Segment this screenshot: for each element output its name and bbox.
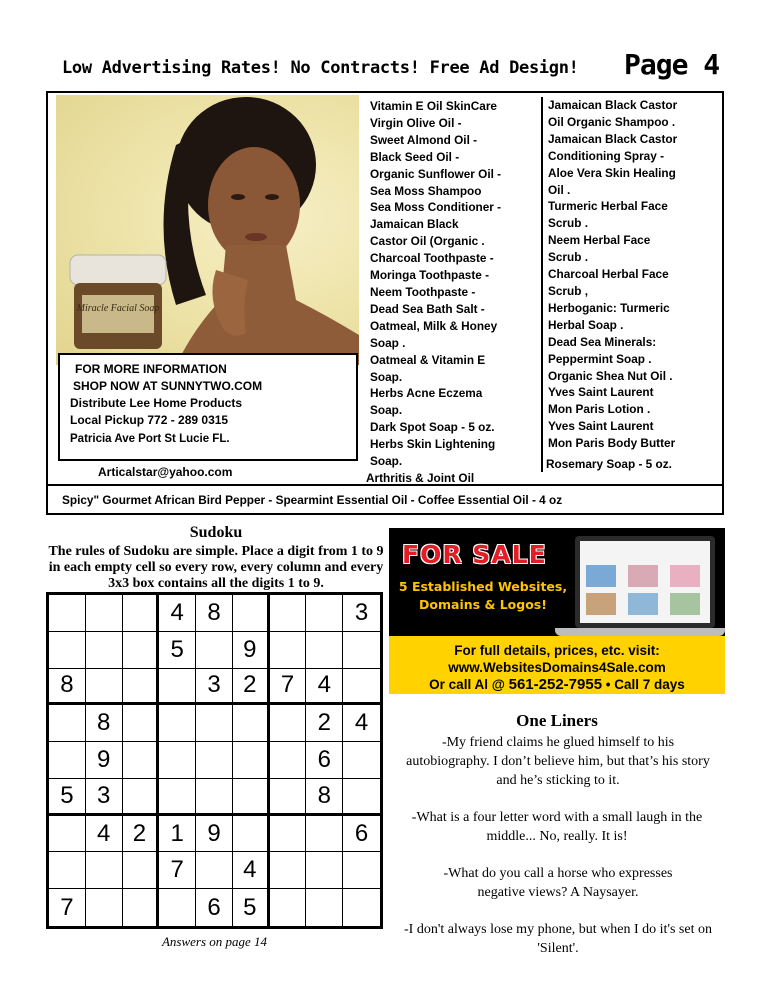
one-liner: -What is a four letter word with a small laugh in the middle... No, really. It is! [411, 810, 703, 844]
info-line: Patricia Ave Port St Lucie FL. [70, 433, 230, 445]
sudoku-cell[interactable] [270, 632, 307, 669]
for-sale-subtitle-line: Domains & Logos! [419, 597, 547, 612]
sudoku-cell[interactable] [270, 779, 307, 816]
sudoku-cell[interactable] [233, 742, 270, 779]
for-sale-subtitle [397, 578, 569, 614]
product-item: Herbal Soap . [548, 317, 624, 332]
sudoku-cell[interactable] [306, 632, 343, 669]
sudoku-cell[interactable] [270, 852, 307, 889]
sudoku-cell[interactable]: 3 [196, 669, 233, 706]
sudoku-cell[interactable]: 2 [306, 705, 343, 742]
product-item: Organic Shea Nut Oil . [548, 368, 673, 383]
sudoku-cell[interactable]: 7 [159, 852, 196, 889]
sudoku-cell[interactable] [49, 816, 86, 853]
sudoku-cell[interactable] [306, 595, 343, 632]
product-item: Neem Toothpaste - [370, 284, 476, 299]
sudoku-cell[interactable] [196, 632, 233, 669]
product-item: Conditioning Spray - [548, 148, 664, 163]
for-sale-subtitle-line: 5 Established Websites, [398, 579, 568, 594]
product-item: Arthritis & Joint Oil [366, 471, 475, 485]
sudoku-cell[interactable]: 2 [233, 669, 270, 706]
sudoku-rules: The rules of Sudoku are simple. Place a digit from 1 to 9 in each empty cell so every row, every column and every 3x3 box contains all the digits 1 to 9. [48, 544, 384, 591]
column-divider [541, 97, 543, 472]
sudoku-cell[interactable] [196, 779, 233, 816]
sudoku-cell[interactable]: 8 [49, 669, 86, 706]
product-item: Black Seed Oil - [370, 149, 460, 164]
sudoku-cell[interactable] [196, 852, 233, 889]
sudoku-cell[interactable] [49, 852, 86, 889]
product-item: Sweet Almond Oil - [370, 132, 478, 147]
for-sale-website-link[interactable]: www.WebsitesDomains4Sale.com [448, 660, 666, 675]
sudoku-cell[interactable] [123, 632, 160, 669]
product-item: Mon Paris Body Butter [548, 436, 676, 451]
sudoku-cell[interactable]: 4 [159, 595, 196, 632]
for-sale-details [389, 642, 725, 693]
product-item: Jamaican Black Castor [548, 131, 678, 146]
sudoku-cell[interactable] [49, 742, 86, 779]
product-item: Organic Sunflower Oil - [370, 166, 502, 181]
sudoku-cell[interactable]: 8 [306, 779, 343, 816]
sudoku-cell[interactable] [306, 816, 343, 853]
sudoku-cell[interactable]: 6 [343, 816, 380, 853]
sudoku-cell[interactable] [159, 705, 196, 742]
sudoku-cell[interactable] [49, 595, 86, 632]
sudoku-cell[interactable] [233, 816, 270, 853]
sudoku-cell[interactable] [196, 742, 233, 779]
sudoku-cell[interactable] [123, 852, 160, 889]
info-line: Local Pickup 772 - 289 0315 [70, 413, 229, 427]
sudoku-cell[interactable]: 4 [233, 852, 270, 889]
header-tagline: Low Advertising Rates! No Contracts! Free Ad Design! [62, 58, 579, 78]
for-sale-line: For full details, prices, etc. visit: [454, 643, 660, 658]
sudoku-cell[interactable] [343, 889, 380, 926]
sudoku-cell[interactable] [159, 779, 196, 816]
sudoku-cell[interactable] [49, 705, 86, 742]
website-thumbnail [670, 565, 700, 587]
product-item: Scrub . [548, 216, 588, 231]
sudoku-cell[interactable] [123, 889, 160, 926]
sudoku-cell[interactable] [123, 595, 160, 632]
sudoku-cell[interactable] [233, 779, 270, 816]
sudoku-cell[interactable]: 3 [86, 779, 123, 816]
sudoku-cell[interactable] [86, 669, 123, 706]
info-line: Distribute Lee Home Products [70, 396, 243, 410]
sudoku-cell[interactable] [233, 595, 270, 632]
sudoku-cell[interactable] [270, 889, 307, 926]
info-line: FOR MORE INFORMATION [75, 362, 227, 376]
sudoku-cell[interactable]: 5 [49, 779, 86, 816]
for-sale-phone[interactable]: 561-252-7955 [508, 676, 603, 693]
sudoku-cell[interactable] [270, 705, 307, 742]
product-item: Soap. [370, 454, 403, 469]
website-thumbnail [628, 565, 658, 587]
sudoku-cell[interactable]: 4 [306, 669, 343, 706]
product-item: Herbs Acne Eczema [370, 386, 483, 401]
sudoku-cell[interactable]: 9 [86, 742, 123, 779]
for-sale-contact-suffix: • Call 7 days [602, 677, 685, 692]
product-item: Jamaican Black [370, 217, 459, 232]
sudoku-cell[interactable]: 9 [196, 816, 233, 853]
one-liner: -I don't always lose my phone, but when I do it's set on 'Silent'. [404, 922, 712, 956]
sudoku-cell[interactable] [306, 852, 343, 889]
sudoku-cell[interactable] [343, 779, 380, 816]
product-item: Yves Saint Laurent [548, 419, 654, 434]
info-box [58, 353, 358, 461]
one-liner: -What do you call a horse who expresses negative views? A Naysayer. [443, 866, 673, 900]
sudoku-cell[interactable] [270, 595, 307, 632]
product-item: Neem Herbal Face [548, 233, 651, 248]
product-item: Dark Spot Soap - 5 oz. [370, 420, 495, 435]
product-item: Herbs Skin Lightening [370, 437, 496, 452]
sudoku-cell[interactable] [86, 632, 123, 669]
product-item: Virgin Olive Oil - [370, 115, 462, 130]
sudoku-cell[interactable] [343, 852, 380, 889]
product-item: Mon Paris Lotion . [548, 402, 651, 417]
product-item: Castor Oil (Organic . [370, 234, 485, 249]
sudoku-cell[interactable]: 4 [86, 816, 123, 853]
sudoku-cell[interactable]: 8 [196, 595, 233, 632]
sudoku-cell[interactable] [159, 742, 196, 779]
website-thumbnail [670, 593, 700, 615]
product-list-1 [370, 98, 538, 470]
product-item: Dead Sea Bath Salt - [370, 301, 485, 316]
sudoku-cell[interactable]: 8 [86, 705, 123, 742]
product-item: Yves Saint Laurent [548, 385, 654, 400]
model-illustration [56, 95, 359, 365]
sudoku-cell[interactable] [343, 742, 380, 779]
sudoku-cell[interactable] [343, 632, 380, 669]
contact-email[interactable]: Articalstar@yahoo.com [98, 465, 233, 479]
product-item: Soap . [370, 335, 406, 350]
sudoku-cell[interactable]: 6 [196, 889, 233, 926]
product-item: Scrub . [548, 250, 588, 265]
for-sale-contact [389, 676, 725, 693]
sudoku-cell[interactable]: 2 [123, 816, 160, 853]
product-strip: Spicy" Gourmet African Bird Pepper - Spearmint Essential Oil - Coffee Essential Oil - 4 oz [46, 486, 724, 515]
sudoku-cell[interactable] [86, 852, 123, 889]
info-line: SHOP NOW AT SUNNYTWO.COM [73, 379, 263, 393]
product-item: Oatmeal & Vitamin E [370, 352, 486, 367]
for-sale-contact-prefix: Or call Al @ [429, 677, 509, 692]
product-item: Jamaican Black Castor [548, 98, 678, 112]
product-item: Herboganic: Turmeric [548, 300, 670, 315]
product-item: Scrub , [548, 283, 588, 298]
sudoku-grid [46, 592, 383, 929]
product-item: Oil . [548, 182, 571, 197]
sudoku-cell[interactable] [196, 705, 233, 742]
sudoku-cell[interactable] [123, 669, 160, 706]
sudoku-footer: Answers on page 14 [161, 934, 268, 949]
sudoku-cell[interactable]: 7 [270, 669, 307, 706]
sudoku-cell[interactable]: 9 [233, 632, 270, 669]
sudoku-cell[interactable]: 4 [343, 705, 380, 742]
product-item: Vitamin E Oil SkinCare [370, 99, 497, 113]
one-liner: -My friend claims he glued himself to his autobiography. I don’t believe him, but that’s his story and he’s sticking to it. [406, 735, 710, 788]
laptop-icon [575, 536, 715, 628]
sudoku-cell[interactable]: 3 [343, 595, 380, 632]
sudoku-cell[interactable] [159, 669, 196, 706]
sudoku-cell[interactable] [123, 705, 160, 742]
for-sale-title: FOR SALE [402, 540, 547, 569]
sudoku-cell[interactable] [86, 595, 123, 632]
sudoku-cell[interactable]: 1 [159, 816, 196, 853]
sudoku-cell[interactable]: 6 [306, 742, 343, 779]
sudoku-cell[interactable] [343, 669, 380, 706]
sudoku-cell[interactable] [123, 779, 160, 816]
sudoku-cell[interactable] [123, 742, 160, 779]
sudoku-cell[interactable]: 5 [233, 889, 270, 926]
sudoku-cell[interactable] [159, 889, 196, 926]
product-item: Charcoal Herbal Face [548, 267, 669, 282]
website-thumbnail [586, 565, 616, 587]
sudoku-cell[interactable] [306, 889, 343, 926]
website-thumbnail [586, 593, 616, 615]
sudoku-cell[interactable] [270, 816, 307, 853]
product-list-2 [548, 97, 722, 452]
product-item: Turmeric Herbal Face [548, 199, 668, 214]
product-item: Aloe Vera Skin Healing [548, 165, 676, 180]
sudoku-cell[interactable]: 5 [159, 632, 196, 669]
page-number: Page 4 [624, 48, 720, 81]
product-item: Sea Moss Shampoo [370, 183, 482, 198]
sudoku-cell[interactable]: 7 [49, 889, 86, 926]
jar-label: Miracle Facial Soap [76, 303, 160, 314]
product-item: Rosemary Soap - 5 oz. [546, 457, 672, 471]
product-item: Soap. [370, 403, 403, 418]
sudoku-title: Sudoku [189, 524, 243, 541]
product-item: Sea Moss Conditioner - [370, 200, 502, 215]
sudoku-cell[interactable] [86, 889, 123, 926]
model-photo [56, 95, 359, 365]
product-item: Moringa Toothpaste - [370, 268, 490, 283]
sudoku-cell[interactable] [233, 705, 270, 742]
sudoku-cell[interactable] [270, 742, 307, 779]
product-item: Oil Organic Shampoo . [548, 114, 676, 129]
product-item: Soap. [370, 369, 403, 384]
product-item: Oatmeal, Milk & Honey [370, 318, 498, 333]
website-thumbnail [628, 593, 658, 615]
laptop-base [555, 628, 725, 636]
product-item: Peppermint Soap . [548, 351, 652, 366]
sudoku-cell[interactable] [49, 632, 86, 669]
one-liners-title: One Liners [516, 711, 598, 730]
product-item: Dead Sea Minerals: [548, 334, 657, 349]
product-item: Charcoal Toothpaste - [370, 251, 494, 266]
